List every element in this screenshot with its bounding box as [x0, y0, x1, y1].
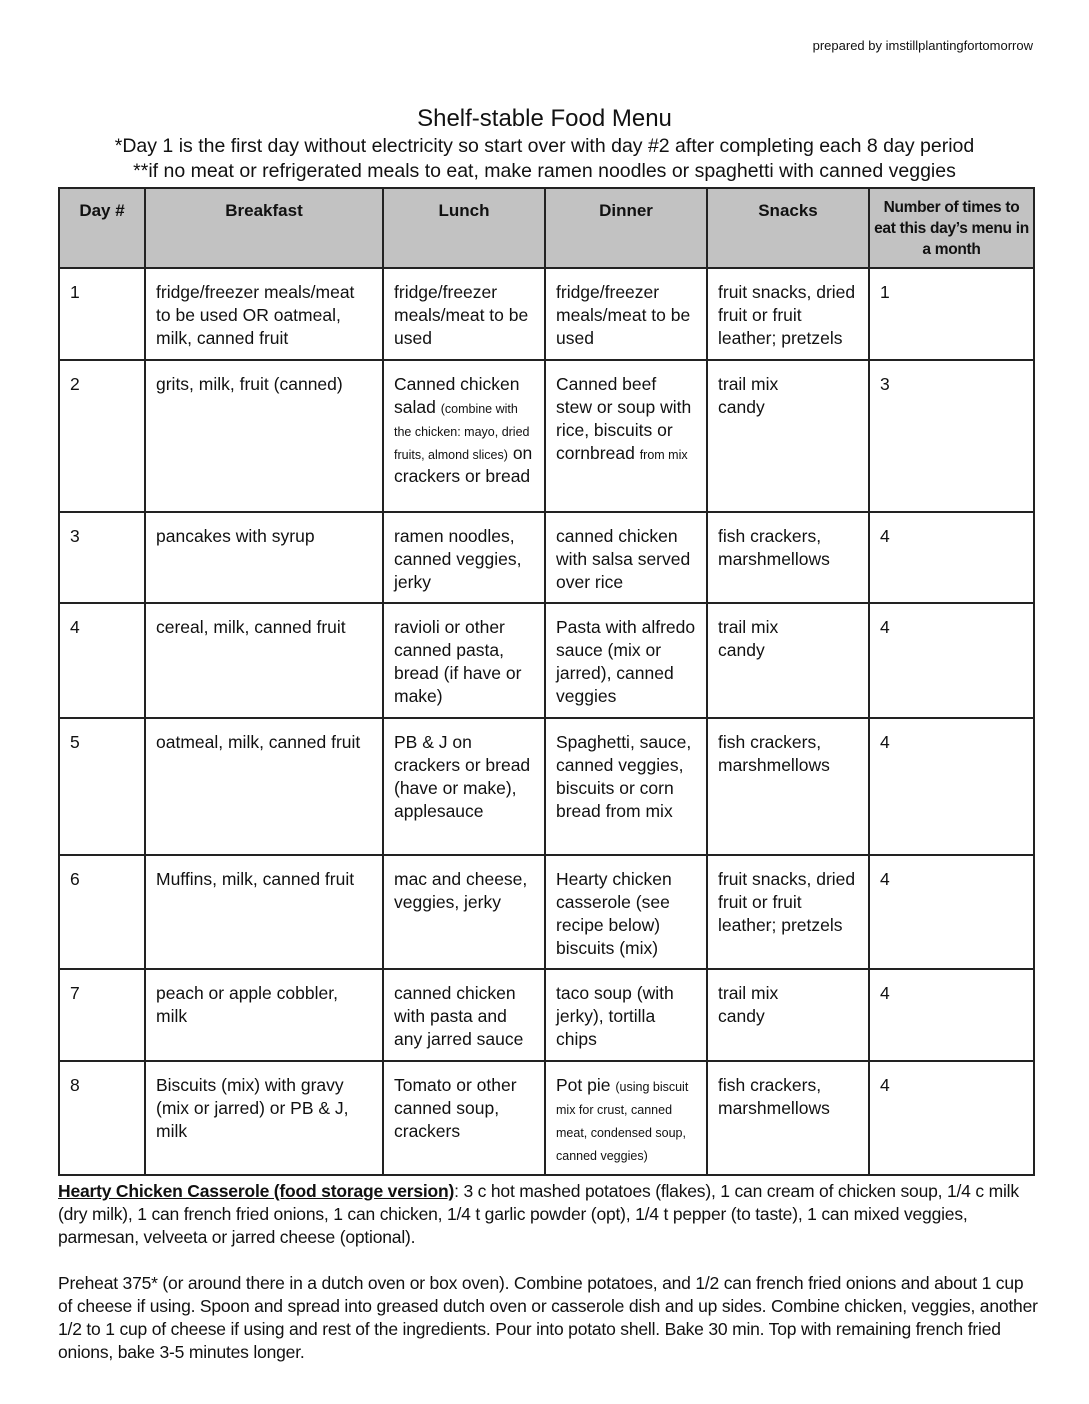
- cell-lunch: mac and cheese, veggies, jerky: [383, 855, 545, 969]
- subtitle-no-meat-note: **if no meat or refrigerated meals to eat, make ramen noodles or spaghetti with canned veggies: [133, 160, 956, 182]
- table-row: [59, 1061, 1034, 1175]
- snack-item: candy: [718, 397, 765, 417]
- lunch-note: (combine with the chicken: mayo, dried fruits, almond slices): [394, 402, 530, 462]
- cell-day: 1: [59, 268, 145, 360]
- table-row: [59, 855, 1034, 969]
- cell-snacks: fruit snacks, dried fruit or fruit leather; pretzels: [707, 268, 869, 360]
- cell-dinner: taco soup (with jerky), tortilla chips: [545, 969, 707, 1061]
- cell-times: 4: [869, 969, 1034, 1061]
- cell-lunch: fridge/freezer meals/meat to be used: [383, 268, 545, 360]
- cell-breakfast: fridge/freezer meals/meat to be used OR oatmeal, milk, canned fruit: [145, 268, 383, 360]
- cell-dinner: fridge/freezer meals/meat to be used: [545, 268, 707, 360]
- cell-lunch: PB & J on crackers or bread (have or make), applesauce: [383, 718, 545, 855]
- snack-item: candy: [718, 640, 765, 660]
- cell-day: 8: [59, 1061, 145, 1175]
- cell-dinner: [545, 360, 707, 512]
- snack-item: trail mix: [718, 617, 779, 637]
- cell-times: 4: [869, 512, 1034, 603]
- recipe-ingredients-paragraph: [58, 1180, 1038, 1249]
- cell-dinner: canned chicken with salsa served over rice: [545, 512, 707, 603]
- cell-breakfast: cereal, milk, canned fruit: [145, 603, 383, 718]
- snack-item: candy: [718, 1006, 765, 1026]
- cell-breakfast: Biscuits (mix) with gravy (mix or jarred) or PB & J, milk: [145, 1061, 383, 1175]
- cell-day: 3: [59, 512, 145, 603]
- cell-times: 1: [869, 268, 1034, 360]
- recipe-instructions: Preheat 375* (or around there in a dutch oven or box oven). Combine potatoes, and 1/2 can french fried onions and about 1 cup of cheese if using. Spoon and spread into greased dutch oven or casserole dish and up sides. Combine chicken, veggies, another 1/2 to 1 cup of cheese if using and rest of the ingredients. Pour into potato shell. Bake 30 min. Top with remaining french fried onions, bake 3-5 minutes longer.: [58, 1273, 1038, 1362]
- header-lunch: Lunch: [383, 188, 545, 268]
- cell-times: 4: [869, 718, 1034, 855]
- recipe-title: Hearty Chicken Casserole (food storage version): [58, 1181, 455, 1201]
- cell-times: 4: [869, 603, 1034, 718]
- cell-times: 3: [869, 360, 1034, 512]
- cell-times: 4: [869, 1061, 1034, 1175]
- cell-lunch: canned chicken with pasta and any jarred sauce: [383, 969, 545, 1061]
- cell-breakfast: Muffins, milk, canned fruit: [145, 855, 383, 969]
- cell-dinner: Hearty chicken casserole (see recipe below) biscuits (mix): [545, 855, 707, 969]
- cell-snacks: fruit snacks, dried fruit or fruit leather; pretzels: [707, 855, 869, 969]
- header-breakfast: Breakfast: [145, 188, 383, 268]
- table-row: [59, 512, 1034, 603]
- table-row: [59, 360, 1034, 512]
- table-row: [59, 718, 1034, 855]
- table-row: [59, 268, 1034, 360]
- cell-breakfast: pancakes with syrup: [145, 512, 383, 603]
- cell-day: 5: [59, 718, 145, 855]
- snack-item: trail mix: [718, 983, 779, 1003]
- dinner-note: (using biscuit mix for crust, canned meat, condensed soup, canned veggies): [556, 1080, 689, 1163]
- cell-day: 6: [59, 855, 145, 969]
- cell-snacks: [707, 360, 869, 512]
- header-day: Day #: [59, 188, 145, 268]
- cell-day: 4: [59, 603, 145, 718]
- lunch-main-text: Canned chicken salad: [394, 374, 520, 417]
- header-row: [59, 188, 1034, 268]
- dinner-note: from mix: [639, 448, 688, 462]
- cell-snacks: [707, 969, 869, 1061]
- cell-snacks: fish crackers, marshmellows: [707, 1061, 869, 1175]
- credit-line: prepared by imstillplantingfortomorrow: [812, 38, 1033, 53]
- cell-day: 7: [59, 969, 145, 1061]
- dinner-main-text: Pot pie: [556, 1075, 611, 1095]
- cell-dinner: Pasta with alfredo sauce (mix or jarred), canned veggies: [545, 603, 707, 718]
- dinner-main-text: Canned beef stew or soup with rice, biscuits or cornbread: [556, 374, 692, 463]
- cell-lunch: Tomato or other canned soup, crackers: [383, 1061, 545, 1175]
- cell-snacks: [707, 603, 869, 718]
- cell-lunch: ravioli or other canned pasta, bread (if have or make): [383, 603, 545, 718]
- cell-dinner: [545, 1061, 707, 1175]
- title-block: [0, 104, 1089, 184]
- lunch-main-text-cont: on crackers or bread: [394, 443, 533, 486]
- cell-times: 4: [869, 855, 1034, 969]
- menu-table: [58, 187, 1035, 1176]
- cell-dinner: Spaghetti, sauce, canned veggies, biscuits or corn bread from mix: [545, 718, 707, 855]
- page-title: Shelf-stable Food Menu: [417, 105, 672, 132]
- cell-breakfast: oatmeal, milk, canned fruit: [145, 718, 383, 855]
- snack-item: trail mix: [718, 374, 779, 394]
- table-row: [59, 603, 1034, 718]
- cell-snacks: fish crackers, marshmellows: [707, 512, 869, 603]
- table-row: [59, 969, 1034, 1061]
- recipe-ingredients: : 3 c hot mashed potatoes (flakes), 1 can cream of chicken soup, 1/4 c milk (dry milk), 1 can french fried onions, 1 can chicken, 1/4 t garlic powder (opt), 1/4 t pepper (to taste), 1 can mixed veggies, parmesan, velveeta or jarred cheese (optional).: [58, 1181, 1019, 1247]
- cell-day: 2: [59, 360, 145, 512]
- cell-breakfast: grits, milk, fruit (canned): [145, 360, 383, 512]
- header-dinner: Dinner: [545, 188, 707, 268]
- cell-lunch: ramen noodles, canned veggies, jerky: [383, 512, 545, 603]
- recipe-notes: [58, 1180, 1038, 1387]
- header-snacks: Snacks: [707, 188, 869, 268]
- cell-snacks: fish crackers, marshmellows: [707, 718, 869, 855]
- subtitle-day-note: *Day 1 is the first day without electricity so start over with day #2 after completing each 8 day period: [114, 135, 975, 157]
- cell-lunch: [383, 360, 545, 512]
- header-times-per-month: Number of times to eat this day’s menu in a month: [869, 188, 1034, 268]
- cell-breakfast: peach or apple cobbler, milk: [145, 969, 383, 1061]
